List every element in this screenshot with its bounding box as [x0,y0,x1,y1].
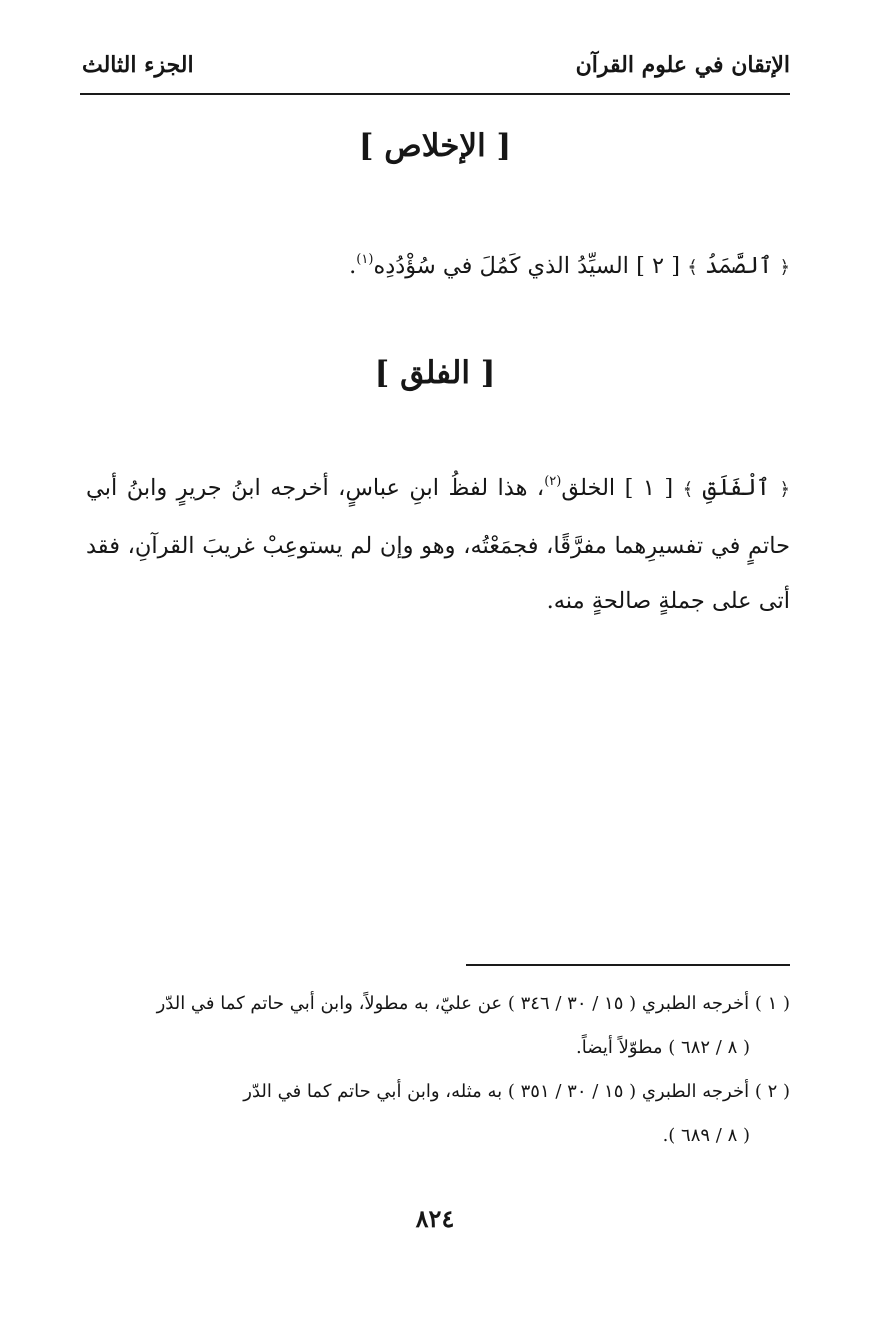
footnote-divider [466,964,790,966]
footnote-ref[interactable]: (١) [356,252,374,267]
quran-word: ٱلْفَلَقِ [702,475,770,501]
footnote-line: ( ٢ ) أخرجه الطبري ( ١٥ / ٣٠ / ٣٥١ ) به مثله، وابن أبي حاتم كما في الدّر [243,1081,790,1102]
footnote [80,1070,790,1158]
ornate-bracket-close: ﴾ [687,257,698,278]
ornate-bracket-close: ﴾ [682,479,694,500]
surah-title-falaq: [ الفلق ] [374,355,496,391]
footnote-line: ( ٨ / ٦٨٩ ). [662,1125,750,1146]
footnote [80,982,790,1070]
entry-text: [ ٢ ] السيِّدُ الذي كَمُلَ في سُؤْدُدِه [373,253,688,279]
footnote-ref[interactable]: (٢) [544,474,562,489]
quran-word: ٱلصَّمَدُ [704,253,773,279]
page-number: ٨٢٤ [415,1204,455,1233]
volume-label: الجزء الثالث [82,52,194,78]
entry-text-rest: ، هذا لفظُ ابنِ عباسٍ، أخرجه ابنُ جريرٍ وابنُ أبي حاتمٍ في تفسيرِهما مفرَّقًا، فجمَعْتُه، وهو وإن لم يستوعِبْ غريبَ القرآنِ، فقد أتى على جملةٍ صالحةٍ منه. [86,475,790,614]
entry-text-end: . [349,253,357,279]
ornate-bracket-open: ﴿ [779,479,790,500]
running-header [80,46,790,92]
falaq-entry [86,461,790,629]
surah-title-ikhlas: [ الإخلاص ] [358,128,512,164]
ikhlas-entry [86,239,790,297]
book-title: الإتقان في علوم القرآن [575,52,790,78]
header-divider [80,93,790,95]
footnote-line: ( ٨ / ٦٨٢ ) مطوّلاً أيضاً. [576,1037,750,1058]
footnote-line: ( ١ ) أخرجه الطبري ( ١٥ / ٣٠ / ٣٤٦ ) عن عليّ، به مطولاً، وابن أبي حاتم كما في الدّر [156,993,790,1014]
footnotes [80,982,790,1158]
ornate-bracket-open: ﴿ [779,257,790,278]
entry-text: [ ١ ] الخلق [561,475,683,501]
